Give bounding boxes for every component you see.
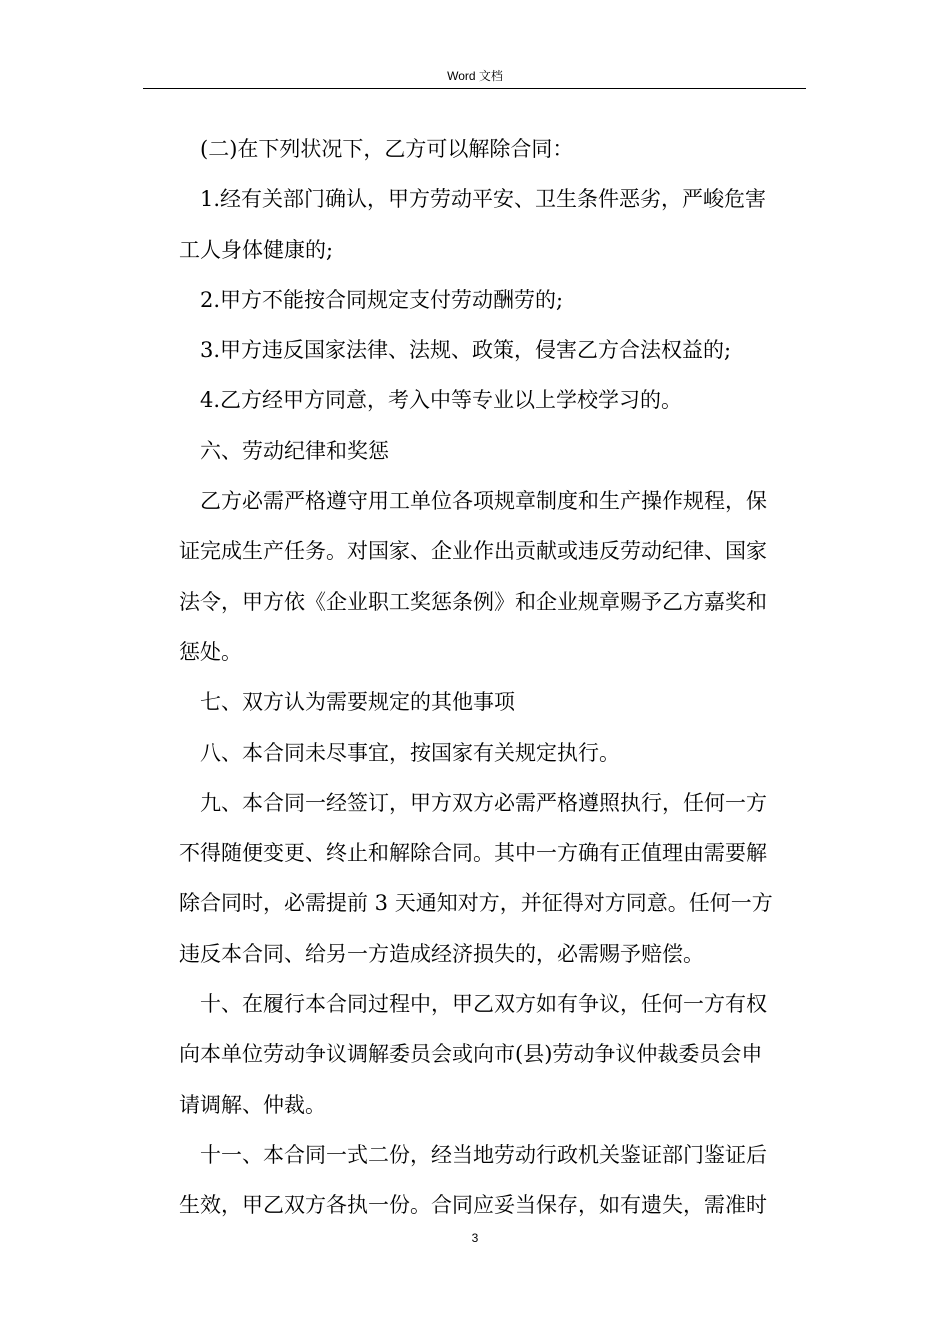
text-line: 乙方必需严格遵守用工单位各项规章制度和生产操作规程，保: [200, 489, 767, 514]
text-line: 十一、本合同一式二份，经当地劳动行政机关鉴证部门鉴证后: [200, 1142, 767, 1167]
text-line: 1.经有关部门确认，甲方劳动平安、卫生条件恶劣，严峻危害: [200, 187, 767, 212]
text-line: (二)在下列状况下，乙方可以解除合同：: [200, 137, 574, 161]
text-line: 九、本合同一经签订，甲方双方必需严格遵照执行，任何一方: [200, 790, 767, 815]
section-heading: 六、劳动纪律和奖惩: [200, 438, 389, 463]
text-line: 请调解、仲裁。: [179, 1092, 326, 1117]
text-line: 违反本合同、给另一方造成经济损失的，必需赐予赔偿。: [179, 941, 704, 966]
text-line: 3.甲方违反国家法律、法规、政策，侵害乙方合法权益的;: [200, 338, 732, 363]
header-rule: [143, 88, 806, 89]
document-header: Word 文档: [447, 69, 503, 83]
text-line: 生效，甲乙双方各执一份。合同应妥当保存，如有遗失，需准时: [179, 1193, 767, 1218]
text-line: 4.乙方经甲方同意，考入中等专业以上学校学习的。: [200, 388, 683, 413]
text-line: 2.甲方不能按合同规定支付劳动酬劳的;: [200, 287, 564, 312]
text-line: 除合同时，必需提前 3 天通知对方，并征得对方同意。任何一方: [179, 891, 773, 916]
text-line: 不得随便变更、终止和解除合同。其中一方确有正值理由需要解: [179, 841, 767, 866]
section-heading: 七、双方认为需要规定的其他事项: [200, 690, 515, 715]
document-body: [179, 124, 809, 1231]
text-line: 法令，甲方依《企业职工奖惩条例》和企业规章赐予乙方嘉奖和: [179, 589, 767, 614]
text-line: 惩处。: [179, 639, 242, 664]
page-number: 3: [471, 1231, 479, 1245]
text-line: 十、在履行本合同过程中，甲乙双方如有争议，任何一方有权: [200, 992, 767, 1017]
text-line: 八、本合同未尽事宜，按国家有关规定执行。: [200, 740, 620, 765]
text-line: 证完成生产任务。对国家、企业作出贡献或违反劳动纪律、国家: [179, 539, 767, 564]
text-line: 向本单位劳动争议调解委员会或向市(县)劳动争议仲裁委员会申: [179, 1042, 763, 1067]
text-line: 工人身体健康的;: [179, 237, 334, 262]
